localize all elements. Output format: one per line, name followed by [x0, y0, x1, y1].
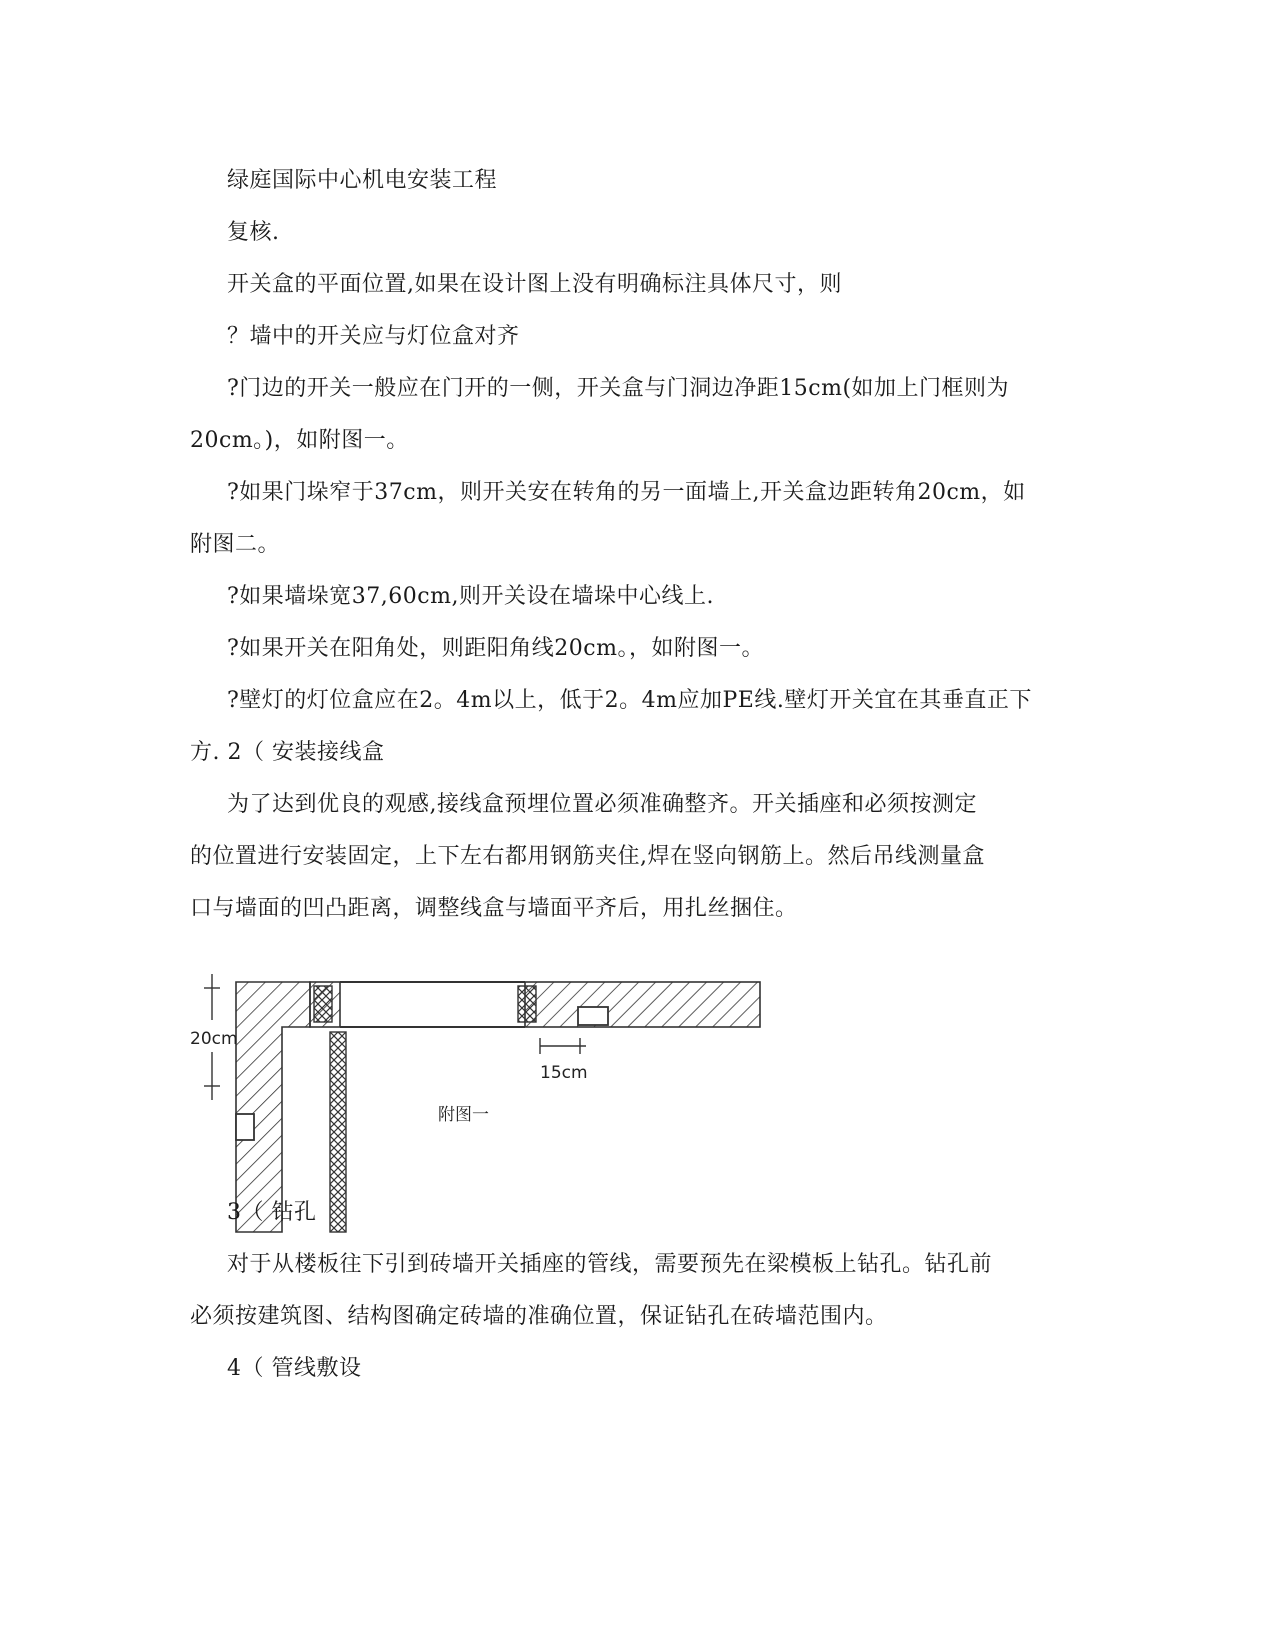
door-frame-right [518, 986, 536, 1022]
document-header: 绿庭国际中心机电安装工程 [227, 168, 498, 193]
paragraph-line: ?门边的开关一般应在门开的一侧，开关盒与门洞边净距15cm(如加上门框则为 [227, 376, 1010, 401]
section-heading-3: 3（ 钻孔 [227, 1200, 317, 1225]
paragraph-line: 对于从楼板往下引到砖墙开关插座的管线，需要预先在梁模板上钻孔。钻孔前 [227, 1252, 993, 1277]
door-frame-left [314, 986, 332, 1022]
switch-box-top [578, 1007, 608, 1025]
paragraph-line: 必须按建筑图、结构图确定砖墙的准确位置，保证钻孔在砖墙范围内。 [190, 1304, 888, 1329]
paragraph-line: 复核. [227, 220, 280, 245]
paragraph-line: ?如果门垛窄于37cm，则开关安在转角的另一面墙上,开关盒边距转角20cm，如 [227, 480, 1026, 505]
wall-vertical [236, 982, 310, 1232]
paragraph-line: ?如果墙垛宽37,60cm,则开关设在墙垛中心线上. [227, 584, 714, 609]
paragraph-line: ?如果开关在阳角处，则距阳角线20cm。，如附图一。 [227, 636, 764, 661]
paragraph-line: 的位置进行安装固定，上下左右都用钢筋夹住,焊在竖向钢筋上。然后吊线测量盒 [190, 844, 985, 869]
paragraph-line: 20cm。)，如附图一。 [190, 428, 409, 453]
wall-top-right [525, 982, 760, 1027]
paragraph-line: 开关盒的平面位置,如果在设计图上没有明确标注具体尺寸，则 [227, 272, 842, 297]
section-heading-2: 方. 2（ 安装接线盒 [190, 740, 385, 765]
switch-box-side [236, 1114, 254, 1140]
dimension-label-20cm: 20cm [190, 1029, 238, 1049]
dimension-label-15cm: 15cm [540, 1063, 588, 1083]
paragraph-line: ?壁灯的灯位盒应在2。4m以上，低于2。4m应加PE线.壁灯开关宜在其垂直正下 [227, 688, 1032, 713]
partition-frame [330, 1032, 346, 1232]
figure-caption: 附图一 [438, 1105, 489, 1125]
paragraph-line: ？墙中的开关应与灯位盒对齐 [227, 324, 520, 349]
paragraph-line: 口与墙面的凹凸距离，调整线盒与墙面平齐后，用扎丝捆住。 [190, 896, 798, 921]
section-heading-4: 4（ 管线敷设 [227, 1356, 362, 1381]
paragraph-line: 附图二。 [190, 532, 281, 557]
paragraph-line: 为了达到优良的观感,接线盒预埋位置必须准确整齐。开关插座和必须按测定 [227, 792, 977, 817]
